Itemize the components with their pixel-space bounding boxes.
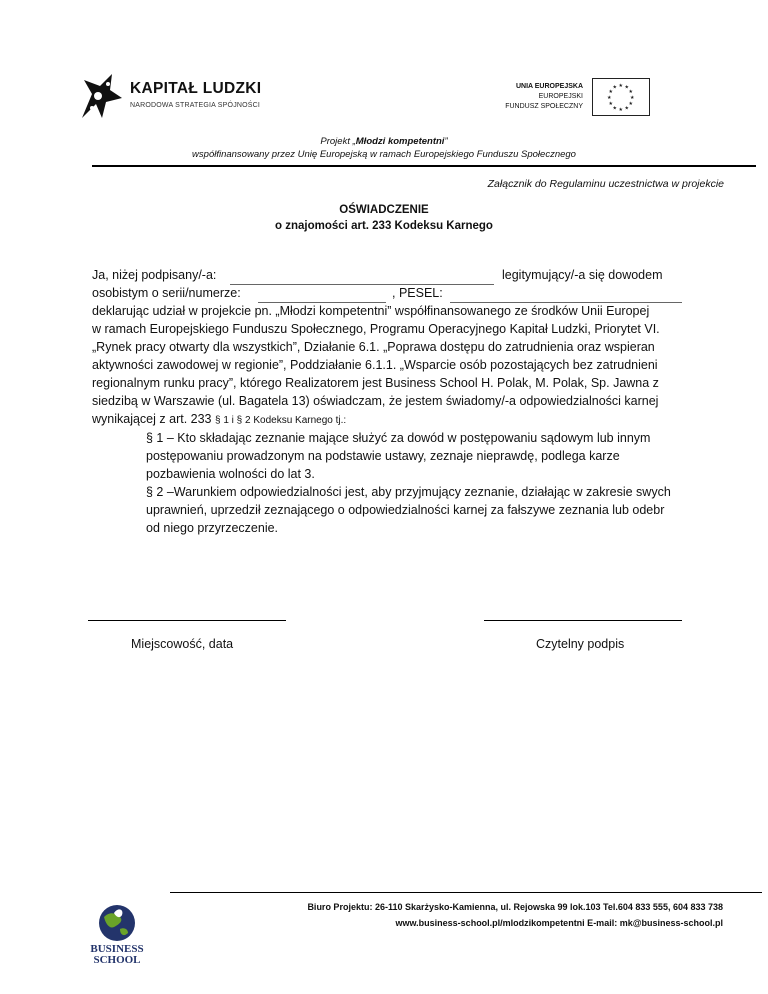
body-line-4: w ramach Europejskiego Funduszu Społecznego, Programu Operacyjnego Kapitał Ludzki, Priorytet VI. [92,322,660,336]
svg-text:★: ★ [618,83,623,89]
footer-divider [170,892,762,893]
cofinance-line: współfinansowany przez Unię Europejską w ramach Europejskiego Funduszu Społecznego [192,149,576,160]
name-field[interactable] [230,268,494,285]
project-name-line [0,136,768,147]
eu-line-1: UNIA EUROPEJSKA [515,83,583,90]
body-line-9b: § 1 i § 2 Kodeksu Karnego tj.: [215,415,347,426]
body-line-6: aktywności zawodowej w regionie”, Poddziałanie 6.1.1. „Wsparcie osób pozostających bez zatrudnieni [92,358,658,372]
project-prefix: Projekt „ [320,136,356,147]
svg-text:★: ★ [628,101,633,107]
body-line-1a: Ja, niżej podpisany/-a: [92,268,217,282]
place-date-label: Miejscowość, data [131,637,234,651]
svg-text:★: ★ [608,89,613,95]
body-line-3: deklarując udział w projekcie pn. „Młodzi kompetentni” współfinansowanego ze środków Unii Europej [92,304,650,318]
svg-text:★: ★ [624,84,629,91]
eu-line-3: FUNDUSZ SPOŁECZNY [505,103,583,110]
paragraph-1-line-2: postępowaniu prowadzonym na podstawie ustawy, zeznaje nieprawdę, podlega karze [146,449,620,463]
body-line-8: siedzibą w Warszawie (ul. Bagatela 13) oświadczam, że jestem świadomy/-a odpowiedzialności karnej [92,394,659,408]
business-school-logo [86,903,148,967]
paragraph-2-line-2: uprawnień, uprzedził zeznającego o odpowiedzialności karnej za fałszywe zeznania lub odebr [146,503,665,517]
body-line-7: regionalnym runku pracy”, którego Realizatorem jest Business School H. Polak, M. Polak, Sp. Jawna z [92,376,659,390]
signature-line[interactable] [484,620,682,621]
svg-text:★: ★ [630,95,635,101]
header-divider [92,165,756,167]
body-line-9a: wynikającej z art. 233 [92,412,212,426]
paragraph-2-line-3: od niego przyrzeczenie. [146,521,279,535]
kapital-ludzki-emblem-icon [78,72,124,122]
body-line-1b: legitymujący/-a się dowodem [502,268,663,282]
kapital-ludzki-title: KAPITAŁ LUDZKI [130,80,262,97]
business-school-line-2: SCHOOL [93,954,141,966]
svg-text:★: ★ [607,95,612,101]
svg-text:★: ★ [612,84,617,91]
body-line-2b: , PESEL: [392,286,443,300]
business-school-globe-icon [94,903,140,943]
project-suffix: ” [444,136,448,147]
eu-flag-icon [592,78,650,116]
place-date-signature-line[interactable] [88,620,286,621]
svg-text:★: ★ [618,107,623,113]
svg-text:★: ★ [628,89,633,95]
eu-line-2: EUROPEJSKI [538,93,583,100]
svg-text:★: ★ [608,101,613,107]
kapital-ludzki-subtitle: NARODOWA STRATEGIA SPÓJNOŚCI [130,102,261,109]
body-line-9 [92,412,346,426]
signature-label: Czytelny podpis [536,637,625,651]
document-title: OŚWIADCZENIE [339,204,429,216]
body-line-5: „Rynek pracy otwarty dla wszystkich”, Działanie 6.1. „Poprawa dostępu do zatrudnienia oraz wspieran [92,340,655,354]
footer-address: Biuro Projektu: 26-110 Skarżysko-Kamienna, ul. Rejowska 99 lok.103 Tel.604 833 555, 604 833 738 [307,902,723,912]
paragraph-1-line-3: pozbawienia wolności do lat 3. [146,467,315,481]
paragraph-1-line-1: § 1 – Kto składając zeznanie mające służyć za dowód w postępowaniu sądowym lub innym [146,431,651,445]
eu-logo [505,78,653,114]
pesel-field[interactable] [450,286,682,303]
body-line-2a: osobistym o serii/numerze: [92,286,241,300]
id-number-field[interactable] [258,286,386,303]
kapital-ludzki-logo [78,72,278,122]
svg-text:★: ★ [624,105,629,112]
business-school-line-1: BUSINESS [90,943,144,955]
attachment-note: Załącznik do Regulaminu uczestnictwa w projekcie [487,178,724,190]
project-name: Młodzi kompetentni [355,136,445,147]
svg-text:★: ★ [612,105,617,112]
footer-contact: www.business-school.pl/mlodzikompetentni E-mail: mk@business-school.pl [395,918,723,928]
document-subtitle: o znajomości art. 233 Kodeksu Karnego [275,220,493,232]
paragraph-2-line-1: § 2 –Warunkiem odpowiedzialności jest, aby przyjmujący zeznanie, działając w zakresie swych [146,485,671,499]
